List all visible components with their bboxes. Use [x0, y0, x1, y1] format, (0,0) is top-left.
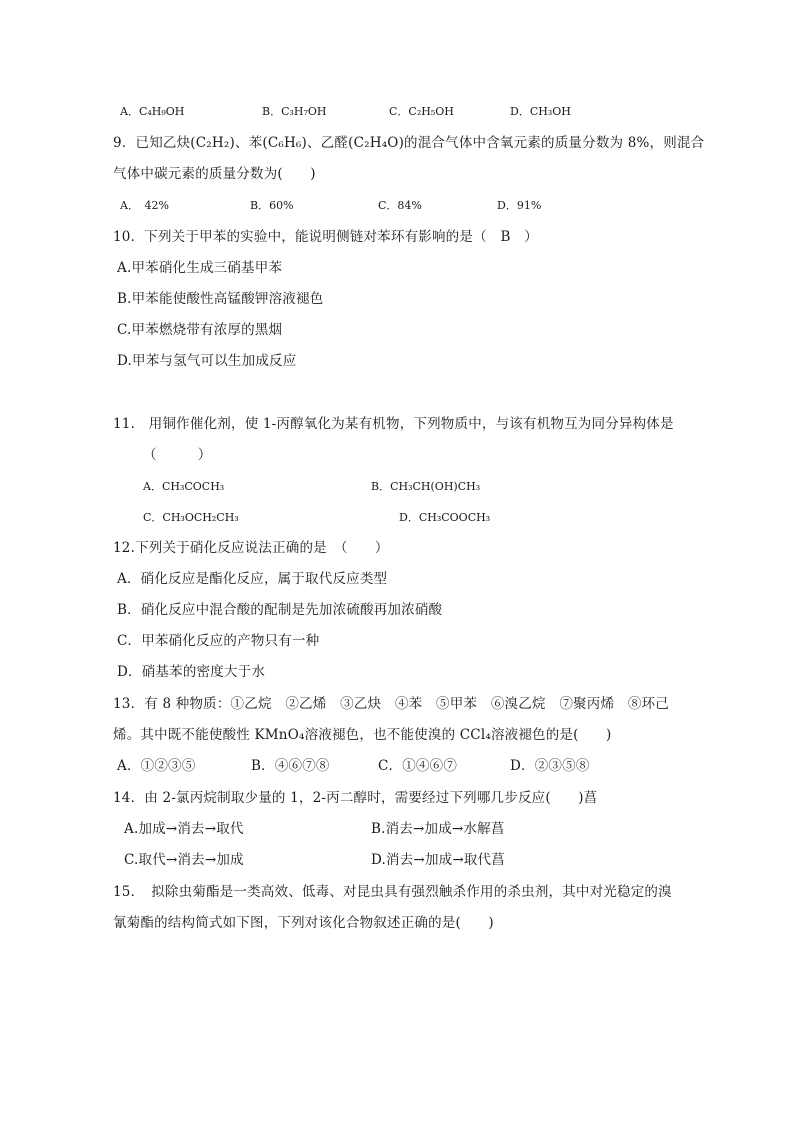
q9-option-c: C．84%	[378, 199, 422, 212]
q9-option-a: A． 42%	[120, 199, 169, 212]
q8-option-d: D．CH₃OH	[510, 105, 571, 118]
q9-stem-line2: 气体中碳元素的质量分数为( )	[113, 166, 316, 182]
q8-option-a: A．C₄H₉OH	[120, 105, 185, 118]
q14-option-a: A.加成→消去→取代	[124, 821, 244, 837]
q12-option-b: B．硝化反应中混合酸的配制是先加浓硫酸再加浓硝酸	[117, 602, 443, 618]
q11-option-a: A．CH₃COCH₃	[143, 480, 225, 493]
q12-option-c: C．甲苯硝化反应的产物只有一种	[117, 633, 320, 649]
q14-option-b: B.消去→加成→水解菖	[371, 821, 505, 837]
q8-option-c: C．C₂H₅OH	[389, 105, 454, 118]
q13-option-c: C．①④⑥⑦	[378, 758, 458, 774]
q11-option-b: B．CH₃CH(OH)CH₃	[371, 480, 481, 493]
q13-option-b: B．④⑥⑦⑧	[251, 758, 330, 774]
q15-stem-line1: 15． 拟除虫菊酯是一类高效、低毒、对昆虫具有强烈触杀作用的杀虫剂，其中对光稳定的溴	[113, 884, 672, 900]
q14-option-c: C.取代→消去→加成	[124, 852, 244, 868]
q9-option-b: B．60%	[250, 199, 294, 212]
q12-option-d: D．硝基苯的密度大于水	[117, 664, 266, 680]
q9-stem-line1: 9．已知乙炔(C₂H₂)、苯(C₆H₆)、乙醛(C₂H₄O)的混合气体中含氧元素的质量分数为 8%，则混合	[113, 135, 705, 151]
q14-option-d: D.消去→加成→取代菖	[371, 852, 505, 868]
q13-stem-line1: 13．有 8 种物质：①乙烷 ②乙烯 ③乙炔 ④苯 ⑤甲苯 ⑥溴乙烷 ⑦聚丙烯 ⑧环己	[113, 696, 669, 712]
q15-stem-line2: 氰菊酯的结构简式如下图，下列对该化合物叙述正确的是( )	[113, 915, 494, 931]
q13-option-a: A．①②③⑤	[117, 758, 196, 774]
q12-stem: 12.下列关于硝化反应说法正确的是 （ ）	[113, 540, 389, 556]
q11-option-d: D．CH₃COOCH₃	[399, 511, 491, 524]
q10-option-d: D.甲苯与氢气可以生加成反应	[117, 353, 297, 369]
q14-stem: 14．由 2-氯丙烷制取少量的 1，2-丙二醇时，需要经过下列哪几步反应( )菖	[113, 790, 598, 806]
q8-option-b: B．C₃H₇OH	[262, 105, 327, 118]
q10-option-b: B.甲苯能使酸性高锰酸钾溶液褪色	[117, 291, 324, 307]
q9-option-d: D．91%	[497, 199, 542, 212]
q13-option-d: D．②③⑤⑧	[510, 758, 590, 774]
q12-option-a: A．硝化反应是酯化反应，属于取代反应类型	[117, 571, 388, 587]
q10-option-c: C.甲苯燃烧带有浓厚的黑烟	[117, 322, 283, 338]
q13-stem-line2: 烯。其中既不能使酸性 KMnO₄溶液褪色，也不能使溴的 CCl₄溶液褪色的是( )	[113, 727, 612, 743]
q10-option-a: A.甲苯硝化生成三硝基甲苯	[117, 260, 283, 276]
q10-stem: 10．下列关于甲苯的实验中，能说明侧链对苯环有影响的是（ B ）	[113, 229, 538, 245]
q11-stem-line2: （ ）	[143, 447, 212, 463]
q11-stem-line1: 11. 用铜作催化剂，使 1-丙醇氧化为某有机物，下列物质中，与该有机物互为同分异构体是	[113, 416, 674, 432]
q11-option-c: C．CH₃OCH₂CH₃	[143, 511, 239, 524]
